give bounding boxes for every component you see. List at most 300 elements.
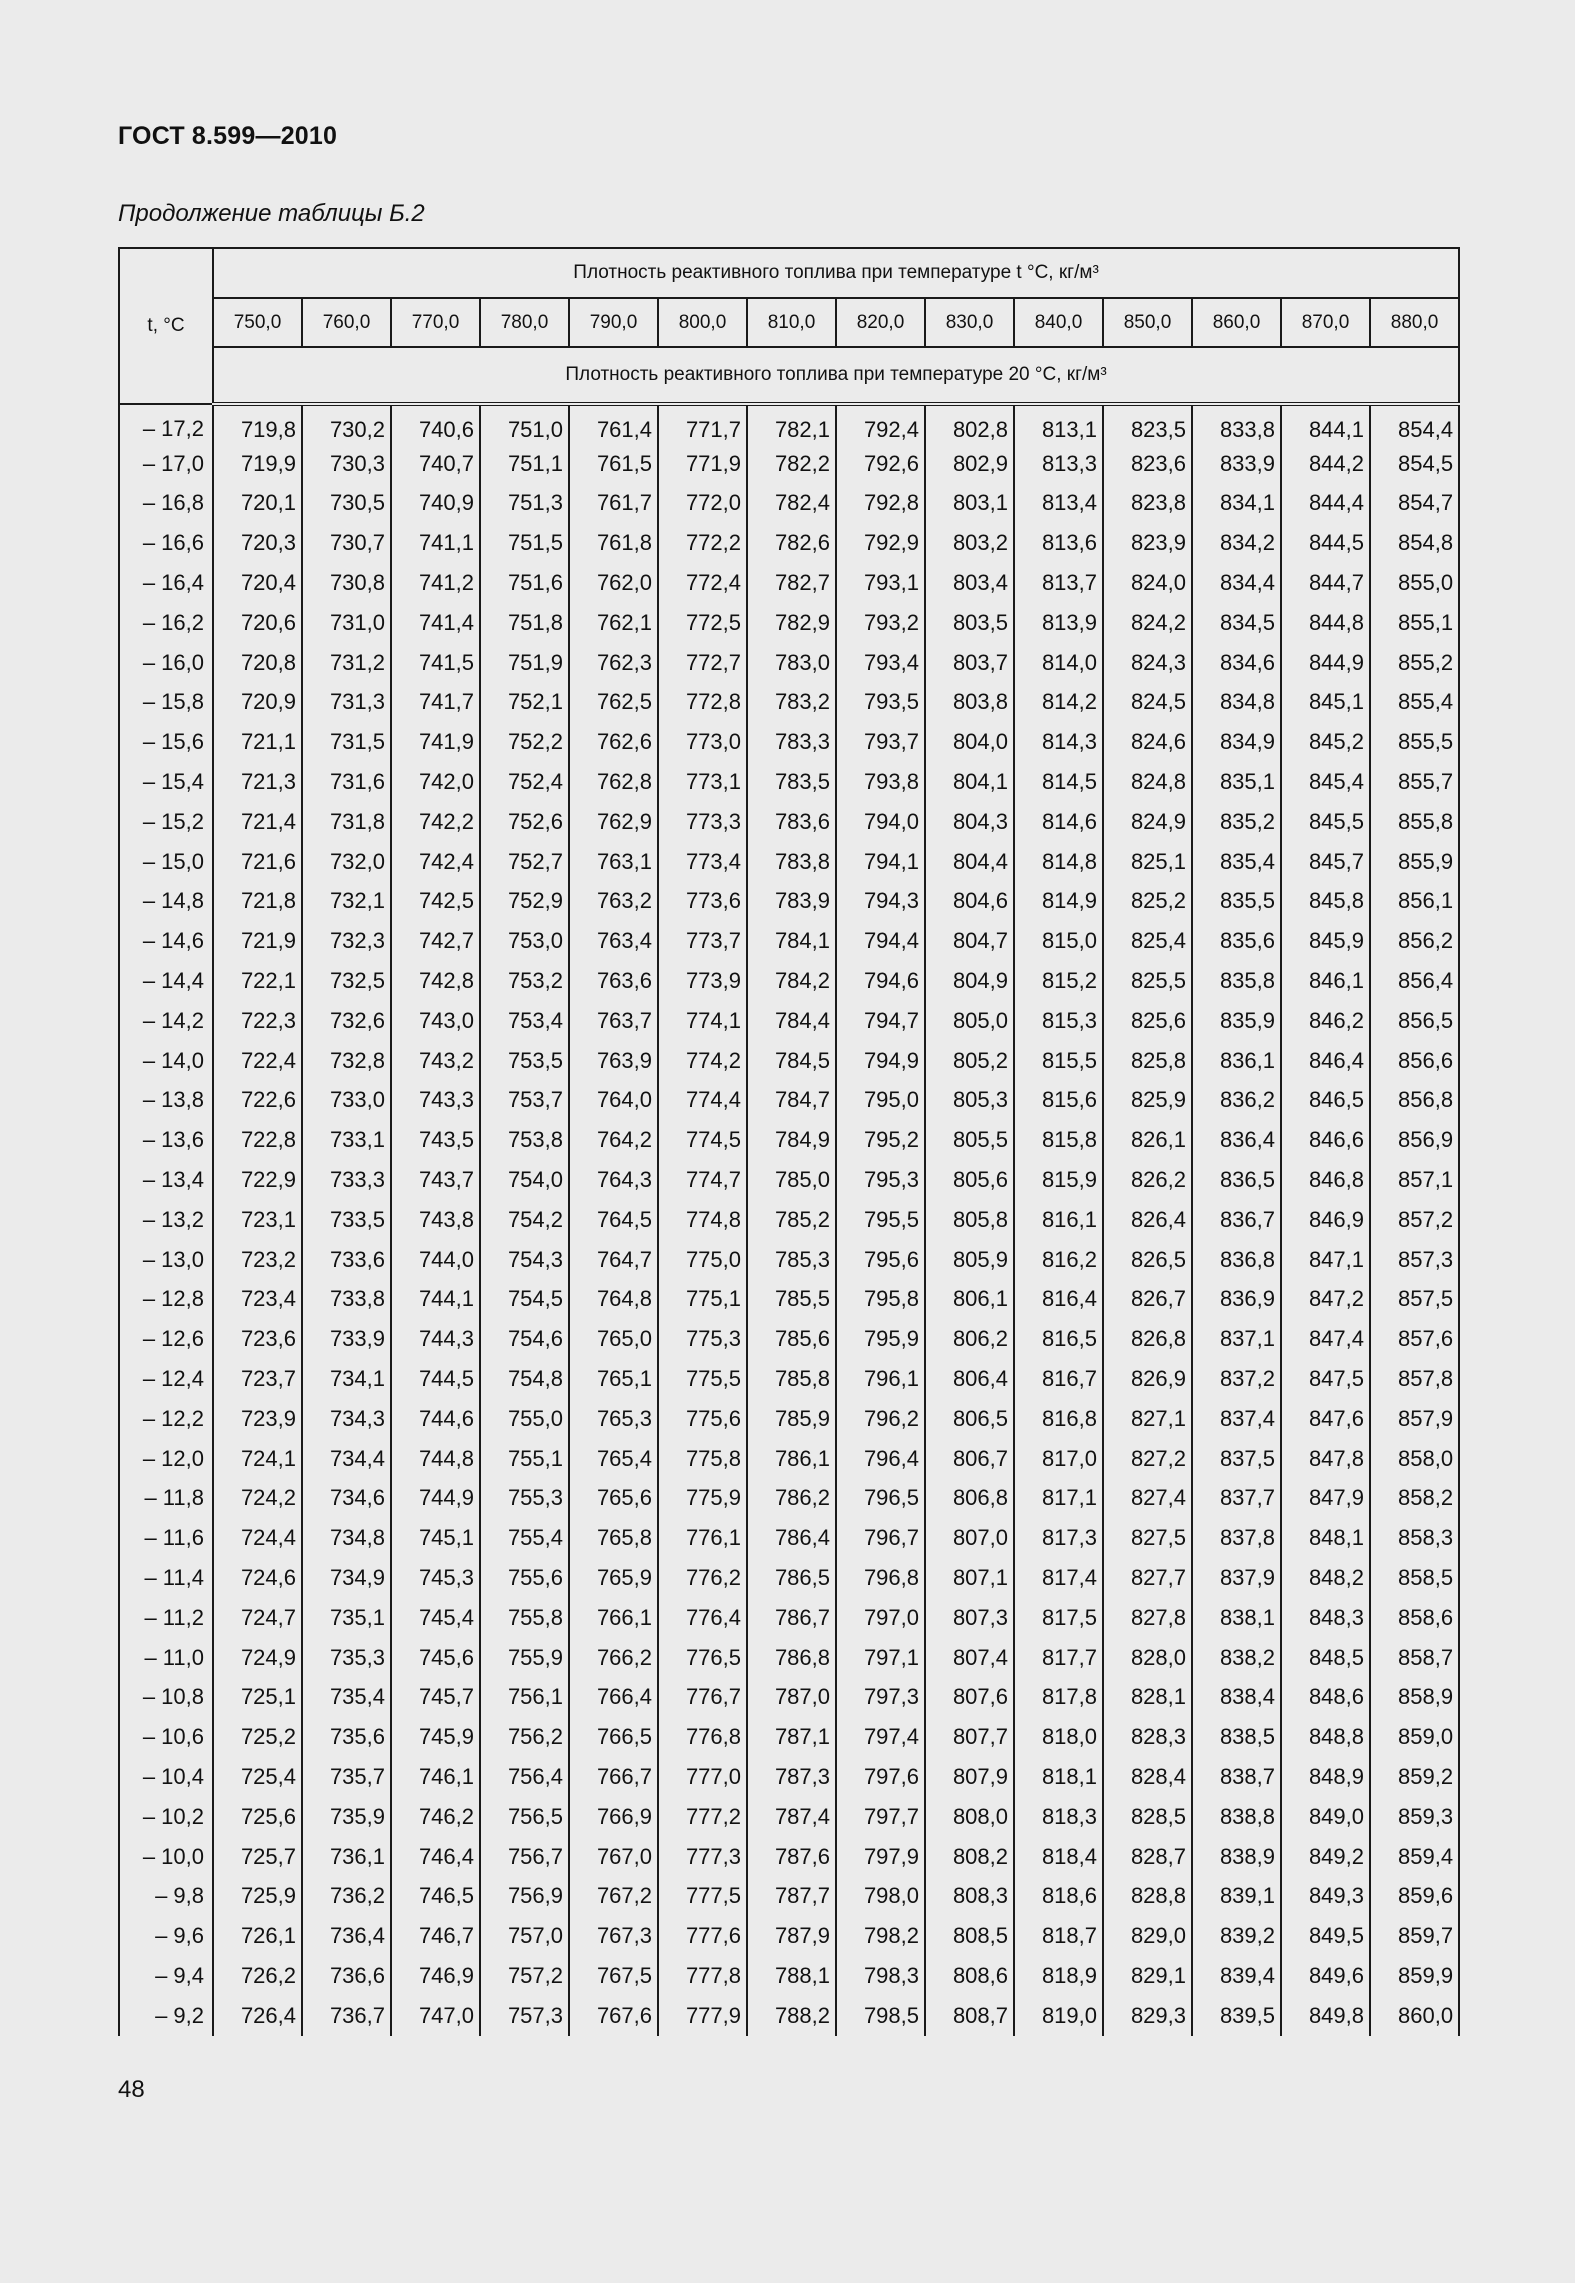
density-cell: 777,2 bbox=[658, 1797, 747, 1837]
density-cell: 813,3 bbox=[1014, 444, 1103, 484]
density-cell: 744,5 bbox=[391, 1359, 480, 1399]
temperature-cell: – 12,6 bbox=[119, 1319, 213, 1359]
table-row bbox=[119, 1558, 1459, 1598]
table-row bbox=[119, 643, 1459, 683]
density-cell: 837,1 bbox=[1192, 1319, 1281, 1359]
table-row bbox=[119, 1240, 1459, 1280]
density-cell: 803,8 bbox=[925, 683, 1014, 723]
density-cell: 793,2 bbox=[836, 603, 925, 643]
density-cell: 835,2 bbox=[1192, 802, 1281, 842]
density-cell: 732,0 bbox=[302, 842, 391, 882]
temperature-cell: – 14,0 bbox=[119, 1041, 213, 1081]
density-cell: 803,1 bbox=[925, 484, 1014, 524]
temperature-cell: – 17,0 bbox=[119, 444, 213, 484]
density-cell: 742,4 bbox=[391, 842, 480, 882]
density-cell: 742,5 bbox=[391, 882, 480, 922]
density-cell: 793,1 bbox=[836, 563, 925, 603]
density-cell: 751,8 bbox=[480, 603, 569, 643]
density-cell: 834,8 bbox=[1192, 683, 1281, 723]
density-cell: 734,1 bbox=[302, 1359, 391, 1399]
density-cell: 722,3 bbox=[213, 1001, 302, 1041]
temperature-cell: – 9,6 bbox=[119, 1916, 213, 1956]
density-cell: 792,9 bbox=[836, 523, 925, 563]
density-cell: 742,7 bbox=[391, 921, 480, 961]
density-cell: 783,9 bbox=[747, 882, 836, 922]
density-cell: 856,6 bbox=[1370, 1041, 1459, 1081]
density-cell: 785,9 bbox=[747, 1399, 836, 1439]
density-cell: 817,8 bbox=[1014, 1678, 1103, 1718]
density-cell: 743,3 bbox=[391, 1081, 480, 1121]
density-cell: 848,6 bbox=[1281, 1678, 1370, 1718]
density-cell: 805,3 bbox=[925, 1081, 1014, 1121]
density-cell: 854,5 bbox=[1370, 444, 1459, 484]
density-cell: 764,2 bbox=[569, 1120, 658, 1160]
density-cell: 849,8 bbox=[1281, 1996, 1370, 2036]
density-cell: 815,3 bbox=[1014, 1001, 1103, 1041]
density-cell: 836,1 bbox=[1192, 1041, 1281, 1081]
density-cell: 797,0 bbox=[836, 1598, 925, 1638]
density-cell: 848,9 bbox=[1281, 1757, 1370, 1797]
density-cell: 723,6 bbox=[213, 1319, 302, 1359]
column-header: 870,0 bbox=[1281, 298, 1370, 347]
density-cell: 825,4 bbox=[1103, 921, 1192, 961]
density-cell: 775,5 bbox=[658, 1359, 747, 1399]
table-body bbox=[119, 404, 1459, 2036]
density-cell: 835,6 bbox=[1192, 921, 1281, 961]
density-cell: 828,0 bbox=[1103, 1638, 1192, 1678]
density-cell: 808,6 bbox=[925, 1956, 1014, 1996]
column-header: 820,0 bbox=[836, 298, 925, 347]
density-cell: 732,6 bbox=[302, 1001, 391, 1041]
density-cell: 807,6 bbox=[925, 1678, 1014, 1718]
density-cell: 722,8 bbox=[213, 1120, 302, 1160]
density-cell: 746,7 bbox=[391, 1916, 480, 1956]
density-cell: 767,0 bbox=[569, 1837, 658, 1877]
density-cell: 752,2 bbox=[480, 722, 569, 762]
density-cell: 806,5 bbox=[925, 1399, 1014, 1439]
density-cell: 733,6 bbox=[302, 1240, 391, 1280]
density-cell: 807,4 bbox=[925, 1638, 1014, 1678]
density-cell: 836,5 bbox=[1192, 1160, 1281, 1200]
density-cell: 829,0 bbox=[1103, 1916, 1192, 1956]
density-cell: 849,2 bbox=[1281, 1837, 1370, 1877]
density-cell: 726,1 bbox=[213, 1916, 302, 1956]
density-cell: 793,7 bbox=[836, 722, 925, 762]
density-cell: 752,9 bbox=[480, 882, 569, 922]
density-cell: 785,0 bbox=[747, 1160, 836, 1200]
temperature-cell: – 11,6 bbox=[119, 1518, 213, 1558]
density-cell: 854,7 bbox=[1370, 484, 1459, 524]
density-cell: 730,3 bbox=[302, 444, 391, 484]
density-cell: 824,2 bbox=[1103, 603, 1192, 643]
density-cell: 722,6 bbox=[213, 1081, 302, 1121]
density-cell: 732,8 bbox=[302, 1041, 391, 1081]
density-cell: 774,2 bbox=[658, 1041, 747, 1081]
density-cell: 844,5 bbox=[1281, 523, 1370, 563]
density-cell: 743,7 bbox=[391, 1160, 480, 1200]
density-cell: 833,9 bbox=[1192, 444, 1281, 484]
density-cell: 782,1 bbox=[747, 404, 836, 444]
density-cell: 845,7 bbox=[1281, 842, 1370, 882]
density-cell: 856,1 bbox=[1370, 882, 1459, 922]
density-cell: 764,5 bbox=[569, 1200, 658, 1240]
density-cell: 826,2 bbox=[1103, 1160, 1192, 1200]
density-cell: 723,1 bbox=[213, 1200, 302, 1240]
density-cell: 826,7 bbox=[1103, 1280, 1192, 1320]
density-cell: 751,0 bbox=[480, 404, 569, 444]
density-cell: 733,5 bbox=[302, 1200, 391, 1240]
density-cell: 795,8 bbox=[836, 1280, 925, 1320]
temperature-cell: – 11,2 bbox=[119, 1598, 213, 1638]
density-cell: 793,5 bbox=[836, 683, 925, 723]
density-cell: 798,3 bbox=[836, 1956, 925, 1996]
density-cell: 787,1 bbox=[747, 1717, 836, 1757]
table-row bbox=[119, 1200, 1459, 1240]
density-cell: 794,3 bbox=[836, 882, 925, 922]
density-cell: 794,1 bbox=[836, 842, 925, 882]
density-cell: 756,4 bbox=[480, 1757, 569, 1797]
density-cell: 848,3 bbox=[1281, 1598, 1370, 1638]
density-cell: 766,1 bbox=[569, 1598, 658, 1638]
density-cell: 766,9 bbox=[569, 1797, 658, 1837]
density-cell: 746,9 bbox=[391, 1956, 480, 1996]
density-cell: 838,5 bbox=[1192, 1717, 1281, 1757]
temperature-cell: – 10,4 bbox=[119, 1757, 213, 1797]
density-cell: 803,5 bbox=[925, 603, 1014, 643]
density-cell: 805,2 bbox=[925, 1041, 1014, 1081]
density-cell: 777,3 bbox=[658, 1837, 747, 1877]
density-cell: 804,0 bbox=[925, 722, 1014, 762]
density-cell: 839,2 bbox=[1192, 1916, 1281, 1956]
density-cell: 771,9 bbox=[658, 444, 747, 484]
table-row bbox=[119, 1319, 1459, 1359]
density-cell: 721,3 bbox=[213, 762, 302, 802]
density-cell: 849,0 bbox=[1281, 1797, 1370, 1837]
density-cell: 723,2 bbox=[213, 1240, 302, 1280]
density-cell: 757,0 bbox=[480, 1916, 569, 1956]
column-header: 840,0 bbox=[1014, 298, 1103, 347]
temperature-cell: – 12,0 bbox=[119, 1439, 213, 1479]
density-cell: 808,0 bbox=[925, 1797, 1014, 1837]
table-row bbox=[119, 1956, 1459, 1996]
temperature-cell: – 13,4 bbox=[119, 1160, 213, 1200]
density-cell: 772,7 bbox=[658, 643, 747, 683]
density-cell: 721,9 bbox=[213, 921, 302, 961]
density-cell: 734,3 bbox=[302, 1399, 391, 1439]
temperature-column-header: t, °С bbox=[119, 248, 213, 404]
density-cell: 746,5 bbox=[391, 1876, 480, 1916]
density-cell: 797,3 bbox=[836, 1678, 925, 1718]
density-cell: 860,0 bbox=[1370, 1996, 1459, 2036]
density-cell: 776,7 bbox=[658, 1678, 747, 1718]
density-cell: 835,4 bbox=[1192, 842, 1281, 882]
density-cell: 740,6 bbox=[391, 404, 480, 444]
density-cell: 836,8 bbox=[1192, 1240, 1281, 1280]
temperature-cell: – 10,8 bbox=[119, 1678, 213, 1718]
density-cell: 785,5 bbox=[747, 1280, 836, 1320]
density-cell: 723,7 bbox=[213, 1359, 302, 1399]
density-cell: 773,0 bbox=[658, 722, 747, 762]
table-row bbox=[119, 1717, 1459, 1757]
density-cell: 773,4 bbox=[658, 842, 747, 882]
density-cell: 807,1 bbox=[925, 1558, 1014, 1598]
density-cell: 858,0 bbox=[1370, 1439, 1459, 1479]
density-cell: 824,9 bbox=[1103, 802, 1192, 842]
density-cell: 792,4 bbox=[836, 404, 925, 444]
density-cell: 775,0 bbox=[658, 1240, 747, 1280]
density-cell: 804,9 bbox=[925, 961, 1014, 1001]
density-cell: 849,5 bbox=[1281, 1916, 1370, 1956]
density-cell: 795,3 bbox=[836, 1160, 925, 1200]
density-cell: 732,1 bbox=[302, 882, 391, 922]
density-cell: 833,8 bbox=[1192, 404, 1281, 444]
density-cell: 720,1 bbox=[213, 484, 302, 524]
density-cell: 844,4 bbox=[1281, 484, 1370, 524]
density-cell: 754,6 bbox=[480, 1319, 569, 1359]
temperature-cell: – 10,6 bbox=[119, 1717, 213, 1757]
density-cell: 839,5 bbox=[1192, 1996, 1281, 2036]
density-cell: 782,4 bbox=[747, 484, 836, 524]
density-cell: 828,3 bbox=[1103, 1717, 1192, 1757]
density-cell: 753,8 bbox=[480, 1120, 569, 1160]
density-cell: 796,4 bbox=[836, 1439, 925, 1479]
density-cell: 787,6 bbox=[747, 1837, 836, 1877]
density-cell: 794,4 bbox=[836, 921, 925, 961]
density-cell: 795,9 bbox=[836, 1319, 925, 1359]
density-cell: 807,3 bbox=[925, 1598, 1014, 1638]
density-cell: 735,1 bbox=[302, 1598, 391, 1638]
density-cell: 730,5 bbox=[302, 484, 391, 524]
density-cell: 805,6 bbox=[925, 1160, 1014, 1200]
density-cell: 766,4 bbox=[569, 1678, 658, 1718]
density-cell: 777,8 bbox=[658, 1956, 747, 1996]
density-cell: 847,8 bbox=[1281, 1439, 1370, 1479]
density-cell: 824,0 bbox=[1103, 563, 1192, 603]
temperature-cell: – 16,0 bbox=[119, 643, 213, 683]
density-cell: 859,9 bbox=[1370, 1956, 1459, 1996]
density-cell: 786,7 bbox=[747, 1598, 836, 1638]
density-cell: 730,8 bbox=[302, 563, 391, 603]
density-cell: 834,6 bbox=[1192, 643, 1281, 683]
density-cell: 765,4 bbox=[569, 1439, 658, 1479]
density-cell: 741,9 bbox=[391, 722, 480, 762]
density-cell: 814,6 bbox=[1014, 802, 1103, 842]
density-cell: 846,1 bbox=[1281, 961, 1370, 1001]
density-cell: 792,8 bbox=[836, 484, 925, 524]
density-cell: 803,2 bbox=[925, 523, 1014, 563]
density-cell: 772,0 bbox=[658, 484, 747, 524]
density-cell: 719,9 bbox=[213, 444, 302, 484]
density-cell: 829,1 bbox=[1103, 1956, 1192, 1996]
density-cell: 736,7 bbox=[302, 1996, 391, 2036]
density-cell: 855,2 bbox=[1370, 643, 1459, 683]
temperature-cell: – 13,0 bbox=[119, 1240, 213, 1280]
density-cell: 817,3 bbox=[1014, 1518, 1103, 1558]
density-cell: 751,1 bbox=[480, 444, 569, 484]
density-cell: 772,4 bbox=[658, 563, 747, 603]
density-cell: 784,7 bbox=[747, 1081, 836, 1121]
column-header: 770,0 bbox=[391, 298, 480, 347]
density-cell: 797,7 bbox=[836, 1797, 925, 1837]
density-cell: 725,1 bbox=[213, 1678, 302, 1718]
table-row bbox=[119, 1598, 1459, 1638]
density-cell: 782,6 bbox=[747, 523, 836, 563]
density-cell: 752,1 bbox=[480, 683, 569, 723]
density-cell: 736,6 bbox=[302, 1956, 391, 1996]
density-cell: 767,2 bbox=[569, 1876, 658, 1916]
density-cell: 826,4 bbox=[1103, 1200, 1192, 1240]
density-cell: 847,6 bbox=[1281, 1399, 1370, 1439]
density-cell: 724,9 bbox=[213, 1638, 302, 1678]
density-cell: 847,1 bbox=[1281, 1240, 1370, 1280]
density-cell: 782,2 bbox=[747, 444, 836, 484]
density-cell: 782,7 bbox=[747, 563, 836, 603]
table-row bbox=[119, 444, 1459, 484]
temperature-cell: – 14,2 bbox=[119, 1001, 213, 1041]
table-row bbox=[119, 1757, 1459, 1797]
density-cell: 720,3 bbox=[213, 523, 302, 563]
density-cell: 764,3 bbox=[569, 1160, 658, 1200]
density-cell: 724,1 bbox=[213, 1439, 302, 1479]
temperature-cell: – 14,6 bbox=[119, 921, 213, 961]
density-cell: 722,4 bbox=[213, 1041, 302, 1081]
density-cell: 725,4 bbox=[213, 1757, 302, 1797]
density-cell: 845,4 bbox=[1281, 762, 1370, 802]
density-cell: 823,9 bbox=[1103, 523, 1192, 563]
density-cell: 859,0 bbox=[1370, 1717, 1459, 1757]
density-cell: 772,2 bbox=[658, 523, 747, 563]
column-header: 800,0 bbox=[658, 298, 747, 347]
density-cell: 763,7 bbox=[569, 1001, 658, 1041]
temperature-cell: – 16,8 bbox=[119, 484, 213, 524]
density-cell: 794,6 bbox=[836, 961, 925, 1001]
table-row bbox=[119, 1280, 1459, 1320]
density-cell: 733,1 bbox=[302, 1120, 391, 1160]
density-cell: 721,8 bbox=[213, 882, 302, 922]
density-cell: 734,8 bbox=[302, 1518, 391, 1558]
density-cell: 858,6 bbox=[1370, 1598, 1459, 1638]
density-cell: 773,7 bbox=[658, 921, 747, 961]
density-cell: 719,8 bbox=[213, 404, 302, 444]
density-cell: 825,8 bbox=[1103, 1041, 1192, 1081]
density-cell: 823,6 bbox=[1103, 444, 1192, 484]
column-header: 830,0 bbox=[925, 298, 1014, 347]
table-row bbox=[119, 1120, 1459, 1160]
density-cell: 720,6 bbox=[213, 603, 302, 643]
density-cell: 797,1 bbox=[836, 1638, 925, 1678]
density-cell: 724,2 bbox=[213, 1479, 302, 1519]
density-cell: 825,6 bbox=[1103, 1001, 1192, 1041]
temperature-cell: – 10,2 bbox=[119, 1797, 213, 1837]
column-header: 810,0 bbox=[747, 298, 836, 347]
density-cell: 721,6 bbox=[213, 842, 302, 882]
density-cell: 746,2 bbox=[391, 1797, 480, 1837]
density-cell: 854,4 bbox=[1370, 404, 1459, 444]
density-cell: 772,5 bbox=[658, 603, 747, 643]
density-cell: 857,3 bbox=[1370, 1240, 1459, 1280]
density-cell: 817,7 bbox=[1014, 1638, 1103, 1678]
density-cell: 835,9 bbox=[1192, 1001, 1281, 1041]
density-cell: 849,6 bbox=[1281, 1956, 1370, 1996]
table-row bbox=[119, 1797, 1459, 1837]
density-cell: 805,0 bbox=[925, 1001, 1014, 1041]
density-cell: 744,8 bbox=[391, 1439, 480, 1479]
density-cell: 793,8 bbox=[836, 762, 925, 802]
table-row bbox=[119, 1160, 1459, 1200]
density-cell: 787,9 bbox=[747, 1916, 836, 1956]
density-cell: 788,2 bbox=[747, 1996, 836, 2036]
density-cell: 795,6 bbox=[836, 1240, 925, 1280]
density-cell: 786,2 bbox=[747, 1479, 836, 1519]
density-cell: 764,0 bbox=[569, 1081, 658, 1121]
table-row bbox=[119, 404, 1459, 444]
density-cell: 847,9 bbox=[1281, 1479, 1370, 1519]
density-cell: 766,5 bbox=[569, 1717, 658, 1757]
temperature-cell: – 17,2 bbox=[119, 404, 213, 444]
density-cell: 751,6 bbox=[480, 563, 569, 603]
density-cell: 765,6 bbox=[569, 1479, 658, 1519]
density-cell: 756,2 bbox=[480, 1717, 569, 1757]
density-cell: 773,9 bbox=[658, 961, 747, 1001]
density-cell: 805,5 bbox=[925, 1120, 1014, 1160]
column-header: 880,0 bbox=[1370, 298, 1459, 347]
density-cell: 722,9 bbox=[213, 1160, 302, 1200]
density-cell: 813,9 bbox=[1014, 603, 1103, 643]
density-cell: 845,8 bbox=[1281, 882, 1370, 922]
temperature-cell: – 15,8 bbox=[119, 683, 213, 723]
density-cell: 775,8 bbox=[658, 1439, 747, 1479]
density-cell: 797,4 bbox=[836, 1717, 925, 1757]
density-cell: 824,3 bbox=[1103, 643, 1192, 683]
density-cell: 806,1 bbox=[925, 1280, 1014, 1320]
density-cell: 765,1 bbox=[569, 1359, 658, 1399]
density-cell: 761,4 bbox=[569, 404, 658, 444]
density-cell: 837,8 bbox=[1192, 1518, 1281, 1558]
density-cell: 838,1 bbox=[1192, 1598, 1281, 1638]
density-cell: 746,4 bbox=[391, 1837, 480, 1877]
density-cell: 773,1 bbox=[658, 762, 747, 802]
density-cell: 771,7 bbox=[658, 404, 747, 444]
density-cell: 783,8 bbox=[747, 842, 836, 882]
density-cell: 857,9 bbox=[1370, 1399, 1459, 1439]
density-cell: 784,4 bbox=[747, 1001, 836, 1041]
density-cell: 808,3 bbox=[925, 1876, 1014, 1916]
density-cell: 725,7 bbox=[213, 1837, 302, 1877]
density-cell: 787,4 bbox=[747, 1797, 836, 1837]
density-cell: 762,9 bbox=[569, 802, 658, 842]
table-row bbox=[119, 842, 1459, 882]
density-cell: 808,5 bbox=[925, 1916, 1014, 1956]
density-cell: 824,6 bbox=[1103, 722, 1192, 762]
density-cell: 858,7 bbox=[1370, 1638, 1459, 1678]
density-cell: 827,7 bbox=[1103, 1558, 1192, 1598]
density-cell: 785,3 bbox=[747, 1240, 836, 1280]
density-cell: 845,9 bbox=[1281, 921, 1370, 961]
density-cell: 845,1 bbox=[1281, 683, 1370, 723]
density-cell: 855,4 bbox=[1370, 683, 1459, 723]
density-cell: 817,4 bbox=[1014, 1558, 1103, 1598]
density-cell: 792,6 bbox=[836, 444, 925, 484]
density-cell: 835,1 bbox=[1192, 762, 1281, 802]
density-cell: 798,0 bbox=[836, 1876, 925, 1916]
density-cell: 808,7 bbox=[925, 1996, 1014, 2036]
density-cell: 828,8 bbox=[1103, 1876, 1192, 1916]
density-cell: 819,0 bbox=[1014, 1996, 1103, 2036]
density-cell: 735,3 bbox=[302, 1638, 391, 1678]
density-cell: 735,6 bbox=[302, 1717, 391, 1757]
table-row bbox=[119, 1399, 1459, 1439]
density-cell: 724,4 bbox=[213, 1518, 302, 1558]
